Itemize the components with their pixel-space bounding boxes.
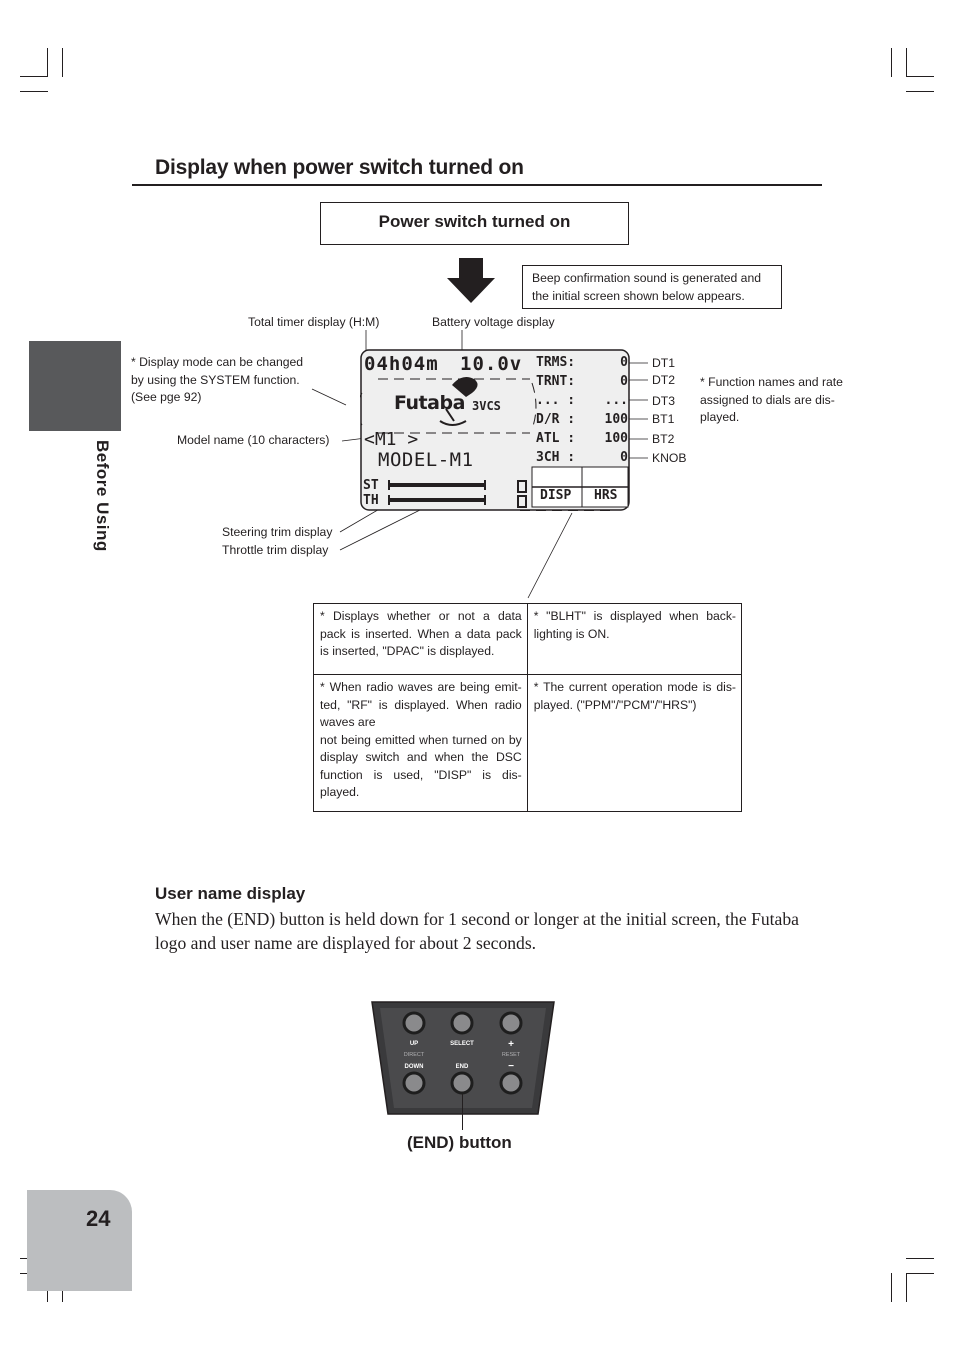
dial-label-bt2: BT2 [652,432,675,446]
total-timer-label: Total timer display (H:M) [248,315,380,329]
lcd-row-value: 100 [604,412,628,427]
lcd-row-value: 0 [620,355,628,370]
panel-label-plus: + [508,1039,514,1050]
lcd-model-name: MODEL-M1 [378,449,474,471]
note-line: not being emitted when turned on by display switch and when the DSC function is used, "DISP" is dis-played. [320,732,522,799]
lcd-row [536,372,628,391]
table-cell [314,675,528,812]
dial-label-bt1: BT1 [652,412,675,426]
lcd-row-value: 0 [620,374,628,389]
up-button [404,1013,424,1033]
panel-label-up: UP [409,1041,419,1047]
dial-label-dt1: DT1 [652,356,676,370]
panel-label-end: END [455,1064,469,1070]
lcd-row-name: TRMS: [536,355,576,370]
lcd-function-rows [536,353,628,467]
note-line: * When radio waves are being emit-ted, "RF" is displayed. When radio waves are [320,680,522,729]
lcd-row [536,429,628,448]
leader-lines [0,0,954,620]
table-row [314,604,742,675]
table-cell: * "BLHT" is displayed when back-lighting is ON. [527,604,741,675]
beep-note-line: Beep confirmation sound is generated and [532,271,762,285]
end-button [452,1073,472,1093]
lcd-row-name: ... : [536,393,576,408]
minus-button [501,1073,521,1093]
lcd-th-label: TH [363,493,379,508]
crop-mark [906,1273,907,1302]
lcd-timer: 04h04m [364,353,439,375]
page-title: Display when power switch turned on [155,156,524,179]
lcd-row [536,410,628,429]
end-button-caption: (END) button [407,1133,512,1152]
end-button-leader [462,1094,463,1130]
power-switch-box: Power switch turned on [320,202,629,245]
crop-mark [906,1273,934,1274]
lcd-row-name: 3CH : [536,450,576,465]
plus-button [501,1013,521,1033]
note-line: by using the SYSTEM function. [131,372,300,387]
control-panel [370,1000,556,1116]
table-cell: * Displays whether or not a data pack is inserted. When a data pack is inserted, "DPAC" is displayed. [314,604,528,675]
page-number: 24 [86,1206,111,1231]
beep-note-line: the initial screen shown below appears. [532,289,745,303]
table-cell: * The current operation mode is dis-played. ("PPM"/"PCM"/"HRS") [527,675,741,812]
dial-label-dt2: DT2 [652,373,676,387]
lcd-row-name: TRNT: [536,374,576,389]
note-line: * Display mode can be changed [131,355,304,369]
lcd-voltage: 10.0v [460,353,523,375]
lcd-row-name: ATL : [536,431,576,446]
panel-label-reset: RESET [501,1052,521,1058]
lcd-row [536,353,628,372]
steering-trim-label: Steering trim display [222,525,333,539]
side-tab-label: Before Using [93,440,112,552]
lcd-mode-left: DISP [540,488,572,503]
note-line: (See pge 92) [131,390,202,404]
crop-mark [906,1258,934,1259]
lcd-row-value: 0 [620,450,628,465]
page-number-tab [27,1190,132,1291]
select-button [452,1013,472,1033]
throttle-trim-label: Throttle trim display [222,543,329,557]
lcd-row [536,391,628,410]
dial-label-dt3: DT3 [652,394,676,408]
note-line: * Function names and rate [700,375,843,389]
lcd-st-label: ST [363,478,379,493]
panel-label-down: DOWN [404,1064,424,1070]
panel-label-select: SELECT [450,1041,474,1047]
note-line: played. [700,410,740,424]
notes-table [313,603,742,812]
lcd-model-slot: <M1 > [364,429,419,450]
lcd-logo: Futaba [394,392,465,414]
lcd-mode-right: HRS [594,488,618,503]
note-line: assigned to dials are dis- [700,392,835,407]
lcd-row-value: 100 [604,431,628,446]
model-name-label: Model name (10 characters) [177,433,330,447]
lcd-screen [360,349,630,511]
user-name-heading: User name display [155,884,306,903]
dial-label-knob: KNOB [652,451,687,465]
table-row [314,675,742,812]
lcd-row-name: D/R : [536,412,576,427]
battery-voltage-label: Battery voltage display [432,315,555,329]
lcd-row [536,448,628,467]
down-button [404,1073,424,1093]
lcd-logo-sub: 3VCS [472,399,501,413]
lcd-row-value: ... [604,393,628,408]
panel-label-minus: − [508,1061,514,1072]
crop-mark [891,1273,892,1302]
panel-label-direct: DIRECT [403,1052,425,1058]
user-name-body: When the (END) button is held down for 1 second or longer at the initial screen, the Futaba logo and user name are displayed for about 2 seconds. [155,909,799,953]
